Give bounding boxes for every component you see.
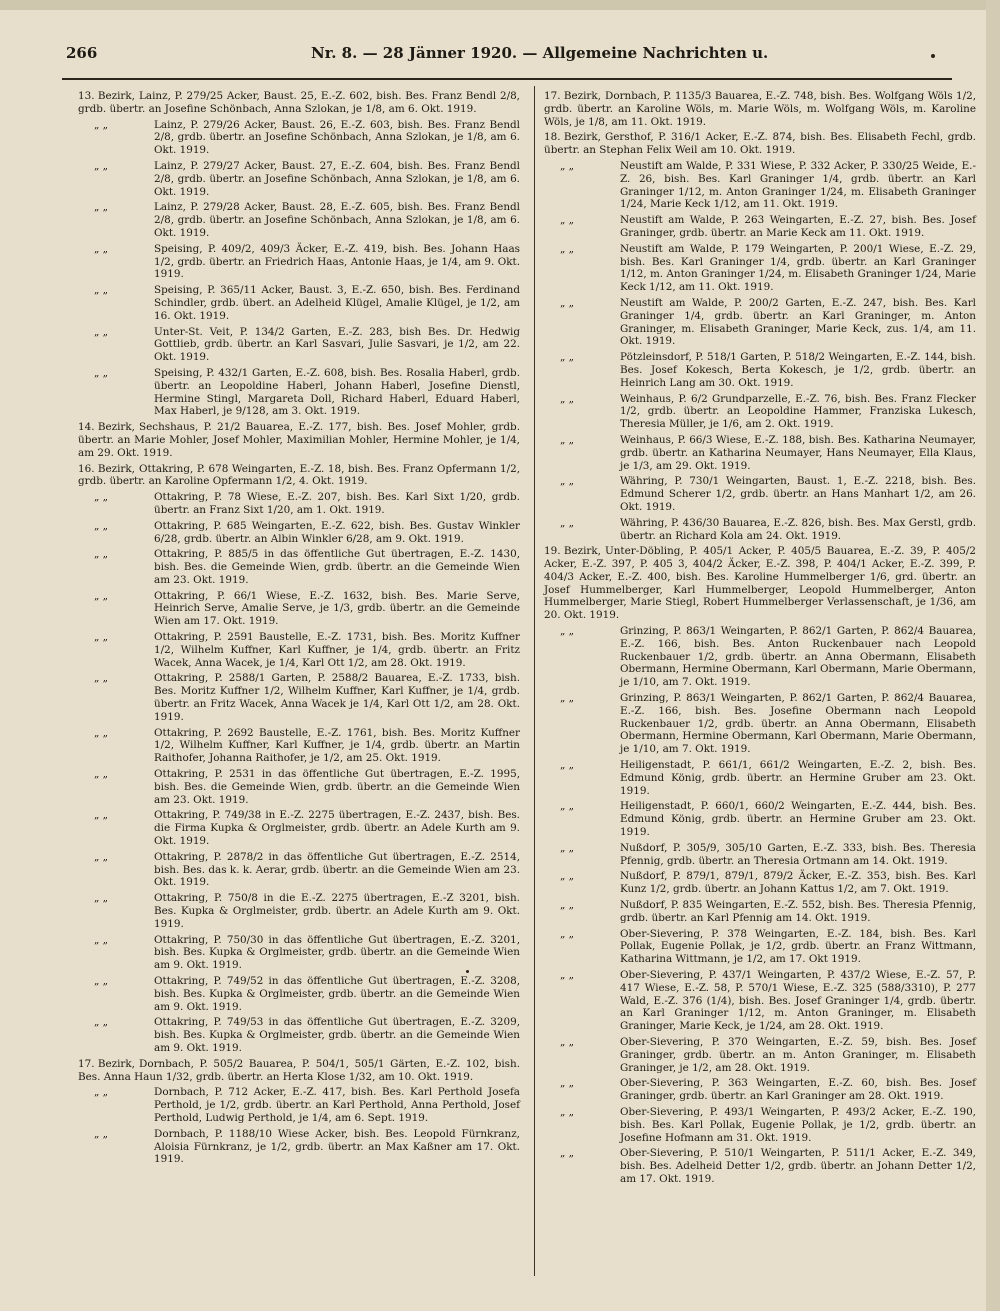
entry-text: Unter-Döbling, P. 405/1 Acker, P. 405/5 Bauarea, E.-Z. 39, P. 405/2 Acker, E.-Z. 397, P. 405 3, 404/2 Äcker, E.-Z. 398, P. 404/1 Acker, E.-Z. 399, P. 404/3 Acker, E.-Z. 400, bish. Bes. Karoline Hummelberger 1/6, grd. übertr. an Josef Hummelberger, Karl Hummelberger, Leopold Hummelberger, Anton Hummelberger, Marie Stiegl, Robert Hummelberger Verlassenschaft, je 1/36, am 20. Okt. 1919. bbox=[544, 545, 976, 622]
entry-district-label: „ „ bbox=[560, 159, 575, 172]
entry-text: Währing, P. 730/1 Weingarten, Baust. 1, E.-Z. 2218, bish. Bes. Edmund Scherer 1/2, grdb. übertr. an Hans Manhart 1/2, am 26. Okt. 1919. bbox=[620, 475, 976, 513]
district-entry bbox=[78, 463, 520, 489]
register-entry bbox=[544, 1147, 976, 1185]
entry-district-label: „ „ bbox=[560, 296, 575, 309]
entry-district-label: „ „ bbox=[560, 1077, 575, 1090]
header-title: Nr. 8. — 28 Jänner 1920. — Allgemeine Nachrichten u. bbox=[311, 44, 769, 62]
entry-district-label: „ „ bbox=[94, 118, 109, 131]
entry-text: Ottakring, P. 749/52 in das öffentliche Gut übertragen, E.-Z. 3208, bish. Bes. Kupka & Orglmeister, grdb. übertr. an die Gemeinde Wien am 9. Okt. 1919. bbox=[154, 975, 520, 1013]
entry-district-label: „ „ bbox=[94, 850, 109, 863]
entry-text: Ottakring, P. 750/30 in das öffentliche Gut übertragen, E.-Z. 3201, bish. Bes. Kupka & Orglmeister, grdb. übertr. an die Gemeinde Wien am 9. Okt. 1919. bbox=[154, 933, 520, 972]
register-entry bbox=[544, 928, 976, 966]
entry-district-label: „ „ bbox=[94, 631, 109, 644]
entry-text: Grinzing, P. 863/1 Weingarten, P. 862/1 Garten, P. 862/4 Bauarea, E.-Z. 166, bish. Bes. Anton Ruckenbauer nach Leopold Ruckenbauer 1/2, grdb. übertr. an Anna Obermann, Elisabeth Obermann, Hermine Obermann, Karl Obermann, Marie Obermann, je 1/10, am 7. Okt. 1919. bbox=[620, 625, 976, 689]
entry-text: Ottakring, P. 2878/2 in das öffentliche Gut übertragen, E.-Z. 2514, bish. Bes. das k. k. Aerar, grdb. übertr. an die Gemeinde Wien am 23. Okt. 1919. bbox=[154, 850, 520, 889]
entry-district-label: „ „ bbox=[560, 433, 575, 446]
register-entry bbox=[544, 297, 976, 348]
entry-text: Ottakring, P. 749/38 in E.-Z. 2275 übertragen, E.-Z. 2437, bish. Bes. die Firma Kupka & Orglmeister, grdb. übertr. an Adele Kurth am 9. Okt. 1919. bbox=[154, 809, 520, 848]
entry-district-label: „ „ bbox=[94, 519, 109, 532]
entry-district-label: 17. Bezirk, bbox=[78, 1057, 135, 1070]
entry-district-label: „ „ bbox=[94, 933, 109, 946]
district-entry bbox=[544, 90, 976, 128]
entry-text: Speising, P. 365/11 Acker, Baust. 3, E.-Z. 650, bish. Bes. Ferdinand Schindler, grdb. übert. an Adelheid Klügel, Amalie Klügel, je 1/2, am 16. Okt. 1919. bbox=[154, 284, 520, 322]
register-entry bbox=[544, 517, 976, 543]
entry-district-label: „ „ bbox=[560, 625, 575, 638]
register-entry bbox=[544, 842, 976, 868]
entry-text: Speising, P. 409/2, 409/3 Äcker, E.-Z. 419, bish. Bes. Johann Haas 1/2, grdb. übertr. an Friedrich Haas, Antonie Haas, je 1/4, am 9. Okt. 1919. bbox=[154, 242, 520, 281]
register-entry bbox=[544, 434, 976, 472]
entry-text: Pötzleinsdorf, P. 518/1 Garten, P. 518/2 Weingarten, E.-Z. 144, bish. Bes. Josef Kokesch, Berta Kokesch, je 1/2, grdb. übertr. an Heinrich Lang am 30. Okt. 1919. bbox=[620, 351, 976, 389]
entry-text: Nußdorf, P. 835 Weingarten, E.-Z. 552, bish. Bes. Theresia Pfennig, grdb. übertr. an Karl Pfennig am 14. Okt. 1919. bbox=[620, 899, 976, 924]
header-rule bbox=[62, 78, 952, 80]
register-entry bbox=[544, 475, 976, 513]
entry-district-label: „ „ bbox=[94, 242, 109, 255]
register-entry bbox=[78, 367, 520, 418]
print-speck bbox=[466, 970, 469, 973]
entry-text: Ober-Sievering, P. 370 Weingarten, E.-Z. 59, bish. Bes. Josef Graninger, grdb. übertr. an m. Anton Graninger, m. Elisabeth Graninger, je 1/2, am 28. Okt. 1919. bbox=[620, 1035, 976, 1074]
entry-text: Währing, P. 436/30 Bauarea, E.-Z. 826, bish. Bes. Max Gerstl, grdb. übertr. an Richard Kola am 24. Okt. 1919. bbox=[620, 516, 976, 542]
entry-district-label: „ „ bbox=[560, 1035, 575, 1048]
entry-district-label: 13. Bezirk, bbox=[78, 90, 135, 102]
entry-district-label: „ „ bbox=[560, 242, 575, 255]
entry-district-label: „ „ bbox=[94, 726, 109, 739]
entry-district-label: „ „ bbox=[560, 927, 575, 940]
scan-edge-top bbox=[0, 0, 1000, 10]
entry-text: Ottakring, P. 66/1 Wiese, E.-Z. 1632, bish. Bes. Marie Serve, Heinrich Serve, Amalie Serve, je 1/3, grdb. übertr. an die Gemeinde Wien am 17. Okt. 1919. bbox=[154, 589, 520, 628]
district-entry bbox=[544, 131, 976, 157]
entry-text: Gersthof, P. 316/1 Acker, E.-Z. 874, bish. Bes. Elisabeth Fechl, grdb. übertr. an Stephan Felix Weil am 10. Okt. 1919. bbox=[544, 131, 976, 157]
entry-district-label: „ „ bbox=[94, 491, 109, 504]
register-entry bbox=[544, 214, 976, 240]
register-entry bbox=[78, 851, 520, 889]
district-entry bbox=[78, 90, 520, 116]
register-entry bbox=[78, 1086, 520, 1124]
register-entry bbox=[78, 892, 520, 930]
entry-district-label: 17. Bezirk, bbox=[544, 90, 601, 102]
register-entry bbox=[78, 590, 520, 628]
register-entry bbox=[544, 899, 976, 925]
entry-text: Ober-Sievering, P. 510/1 Weingarten, P. 511/1 Acker, E.-Z. 349, bish. Bes. Adelheid Detter 1/2, grdb. übertr. an Johann Detter 1/2, am 17. Okt. 1919. bbox=[620, 1147, 976, 1185]
entry-district-label: „ „ bbox=[94, 975, 109, 987]
entry-district-label: „ „ bbox=[560, 214, 575, 227]
entry-district-label: „ „ bbox=[94, 1086, 109, 1099]
entry-text: Ottakring, P. 885/5 in das öffentliche Gut übertragen, E.-Z. 1430, bish. Bes. die Gemeinde Wien, grdb. übertr. an die Gemeinde Wien am 23. Okt. 1919. bbox=[154, 548, 520, 586]
entry-text: Neustift am Walde, P. 263 Weingarten, E.-Z. 27, bish. Bes. Josef Graninger, grdb. übertr. an Marie Keck am 11. Okt. 1919. bbox=[620, 214, 976, 239]
register-entry bbox=[544, 351, 976, 389]
entry-district-label: „ „ bbox=[94, 1016, 109, 1029]
entry-district-label: „ „ bbox=[560, 1105, 575, 1118]
register-entry bbox=[78, 631, 520, 669]
entry-text: Ottakring, P. 2692 Baustelle, E.-Z. 1761, bish. Bes. Moritz Kuffner 1/2, Wilhelm Kuffner, Karl Kuffner, je 1/4, grdb. übertr. an Martin Raithofer, Johanna Raithofer, je 1/2, am 25. Okt. 1919. bbox=[154, 726, 520, 765]
entry-district-label: „ „ bbox=[560, 759, 575, 772]
register-entry bbox=[78, 975, 520, 1013]
entry-text: Ottakring, P. 678 Weingarten, E.-Z. 18, bish. Bes. Franz Opfermann 1/2, grdb. übertr. an Karoline Opfermann 1/2, 4. Okt. 1919. bbox=[78, 462, 520, 488]
entry-district-label: „ „ bbox=[94, 892, 109, 905]
entry-text: Lainz, P. 279/28 Acker, Baust. 28, E.-Z. 605, bish. Bes. Franz Bendl 2/8, grdb. übertr. an Josefine Schönbach, Anna Szlokan, je 1/8, am 6. Okt. 1919. bbox=[154, 201, 520, 239]
entry-district-label: „ „ bbox=[94, 672, 109, 685]
entry-district-label: „ „ bbox=[94, 325, 109, 338]
register-entry bbox=[78, 768, 520, 806]
entry-text: Dornbach, P. 1188/10 Wiese Acker, bish. Bes. Leopold Fürnkranz, Aloisia Fürnkranz, je 1/2, grdb. übertr. an Max Kaßner am 17. Okt. 1919. bbox=[154, 1127, 520, 1166]
entry-district-label: „ „ bbox=[560, 351, 575, 364]
register-entry bbox=[78, 284, 520, 322]
entry-district-label: „ „ bbox=[94, 589, 109, 602]
entry-text: Ottakring, P. 2531 in das öffentliche Gut übertragen, E.-Z. 1995, bish. Bes. die Gemeinde Wien, grdb. übertr. an die Gemeinde Wien am 23. Okt. 1919. bbox=[154, 768, 520, 806]
entry-text: Ottakring, P. 749/53 in das öffentliche Gut übertragen, E.-Z. 3209, bish. Bes. Kupka & Orglmeister, grdb. übertr. an die Gemeinde Wien am 9. Okt. 1919. bbox=[154, 1016, 520, 1054]
entry-district-label: „ „ bbox=[560, 1147, 575, 1160]
entry-text: Heiligenstadt, P. 661/1, 661/2 Weingarten, E.-Z. 2, bish. Bes. Edmund König, grdb. übertr. an Hermine Gruber am 23. Okt. 1919. bbox=[620, 759, 976, 797]
entry-text: Ottakring, P. 750/8 in die E.-Z. 2275 übertragen, E.-Z 3201, bish. Bes. Kupka & Orglmeister, grdb. übertr. an Adele Kurth am 9. Okt. 1919. bbox=[154, 892, 520, 930]
entry-district-label: „ „ bbox=[560, 800, 575, 813]
register-entry bbox=[78, 1016, 520, 1054]
register-entry bbox=[78, 548, 520, 586]
entry-district-label: „ „ bbox=[560, 475, 575, 488]
district-entry bbox=[544, 545, 976, 622]
entry-text: Unter-St. Veit, P. 134/2 Garten, E.-Z. 283, bish Bes. Dr. Hedwig Gottlieb, grdb. übertr. an Karl Sasvari, Julie Sasvari, je 1/2, am 22. Okt. 1919. bbox=[154, 325, 520, 364]
register-entry bbox=[544, 969, 976, 1033]
entry-text: Ober-Sievering, P. 437/1 Weingarten, P. 437/2 Wiese, E.-Z. 57, P. 417 Wiese, E.-Z. 58, P. 570/1 Wiese, E.-Z. 325 (588/3310), P. 277 Wald, E.-Z. 376 (1/4), bish. Bes. Josef Graninger 1/4, grdb. übertr. an Karl Graninger 1/12, m. Anton Graninger, m. Elisabeth Graninger, Marie Keck, je 1/24, am 28. Okt. 1919. bbox=[620, 969, 976, 1033]
entry-text: Ottakring, P. 2591 Baustelle, E.-Z. 1731, bish. Bes. Moritz Kuffner 1/2, Wilhelm Kuffner, Karl Kuffner, je 1/4, grdb. übertr. an Fritz Wacek, Anna Wacek, je 1/4, Karl Ott 1/2, am 28. Okt. 1919. bbox=[154, 631, 520, 669]
entry-district-label: „ „ bbox=[560, 969, 575, 981]
entry-district-label: 18. Bezirk, bbox=[544, 131, 601, 144]
entry-text: Ober-Sievering, P. 378 Weingarten, E.-Z. 184, bish. Bes. Karl Pollak, Eugenie Pollak, je 1/2, grdb. übertr. an Franz Wittmann, Katharina Wittmann, je 1/2, am 17. Okt 1919. bbox=[620, 927, 976, 966]
scan-edge-right bbox=[986, 0, 1000, 1311]
district-entry bbox=[78, 1058, 520, 1084]
entry-district-label: 16. Bezirk, bbox=[78, 462, 135, 475]
entry-district-label: „ „ bbox=[94, 768, 109, 781]
entry-district-label: 14. Bezirk, bbox=[78, 421, 135, 434]
register-entry bbox=[544, 160, 976, 211]
entry-text: Nußdorf, P. 879/1, 879/1, 879/2 Äcker, E.-Z. 353, bish. Bes. Karl Kunz 1/2, grdb. übertr. an Johann Kattus 1/2, am 7. Okt. 1919. bbox=[620, 870, 976, 896]
entry-text: Dornbach, P. 1135/3 Bauarea, E.-Z. 748, bish. Bes. Wolfgang Wöls 1/2, grdb. übertr. an Karoline Wöls, m. Marie Wöls, m. Wolfgang Wöls, m. Karoline Wöls, je 1/8, am 11. Okt. 1919. bbox=[544, 90, 976, 128]
register-entry bbox=[544, 759, 976, 797]
register-entry bbox=[544, 1036, 976, 1074]
register-entry bbox=[78, 727, 520, 765]
entry-text: Ottakring, P. 685 Weingarten, E.-Z. 622, bish. Bes. Gustav Winkler 6/28, grdb. übertr. an Albin Winkler 6/28, am 9. Okt. 1919. bbox=[154, 519, 520, 545]
entry-text: Ober-Sievering, P. 493/1 Weingarten, P. 493/2 Acker, E.-Z. 190, bish. Bes. Karl Pollak, Eugenie Pollak, je 1/2, grdb. übertr. an Josefine Hofmann am 31. Okt. 1919. bbox=[620, 1105, 976, 1144]
entry-district-label: „ „ bbox=[94, 201, 109, 214]
entry-text: Neustift am Walde, P. 331 Wiese, P. 332 Acker, P. 330/25 Weide, E.-Z. 26, bish. Bes. Karl Graninger 1/4, grdb. übertr. an Karl Graninger 1/12, m. Anton Graninger 1/24, m. Elisabeth Graninger 1/24, Marie Keck 1/12, am 11. Okt. 1919. bbox=[620, 159, 976, 211]
entry-text: Lainz, P. 279/26 Acker, Baust. 26, E.-Z. 603, bish. Bes. Franz Bendl 2/8, grdb. übertr. an Josefine Schönbach, Anna Szlokan, je 1/8, am 6. Okt. 1919. bbox=[154, 118, 520, 157]
entry-district-label: „ „ bbox=[560, 899, 575, 912]
entry-text: Grinzing, P. 863/1 Weingarten, P. 862/1 Garten, P. 862/4 Bauarea, E.-Z. 166, bish. Bes. Josefine Obermann nach Leopold Ruckenbauer 1/2, grdb. übertr. an Anna Obermann, Elisabeth Obermann, Hermine Obermann, Karl Obermann, Marie Obermann, je 1/10, am 7. Okt. 1919. bbox=[620, 692, 976, 756]
entry-text: Sechshaus, P. 21/2 Bauarea, E.-Z. 177, bish. Bes. Josef Mohler, grdb. übertr. an Marie Mohler, Josef Mohler, Maximilian Mohler, Hermine Mohler, je 1/4, am 29. Okt. 1919. bbox=[78, 421, 520, 459]
register-entry bbox=[544, 1077, 976, 1103]
register-entry bbox=[544, 800, 976, 838]
entry-text: Dornbach, P. 505/2 Bauarea, P. 504/1, 505/1 Gärten, E.-Z. 102, bish. Bes. Anna Haun 1/32, grdb. übertr. an Herta Klose 1/32, am 10. Okt. 1919. bbox=[78, 1057, 520, 1083]
entry-district-label: „ „ bbox=[94, 159, 109, 172]
entry-text: Ottakring, P. 2588/1 Garten, P. 2588/2 Bauarea, E.-Z. 1733, bish. Bes. Moritz Kuffner 1/2, Wilhelm Kuffner, Karl Kuffner, je 1/4, grdb. übertr. an Fritz Wacek, Anna Wacek je 1/4, Karl Ott 1/2, am 28. Okt. 1919. bbox=[154, 672, 520, 723]
district-entry bbox=[78, 421, 520, 459]
entry-text: Lainz, P. 279/27 Acker, Baust. 27, E.-Z. 604, bish. Bes. Franz Bendl 2/8, grdb. übertr. an Josefine Schönbach, Anna Szlokan, je 1/8, am 6. Okt. 1919. bbox=[154, 159, 520, 198]
entry-text: Neustift am Walde, P. 200/2 Garten, E.-Z. 247, bish. Bes. Karl Graninger 1/4, grdb. übertr. an Karl Graninger, m. Anton Graninger, m. Elisabeth Graninger, Marie Keck, zus. 1/4, am 11. Okt. 1919. bbox=[620, 296, 976, 348]
register-entry bbox=[78, 326, 520, 364]
entry-district-label: „ „ bbox=[560, 870, 575, 883]
entry-district-label: „ „ bbox=[560, 392, 575, 405]
left-column bbox=[78, 90, 520, 1169]
register-entry bbox=[78, 520, 520, 546]
entry-text: Weinhaus, P. 6/2 Grundparzelle, E.-Z. 76, bish. Bes. Franz Flecker 1/2, grdb. übertr. an Leopoldine Hammer, Franziska Lukesch, Theresia Müller, je 1/6, am 2. Okt. 1919. bbox=[620, 392, 976, 431]
register-entry bbox=[544, 692, 976, 756]
entry-district-label: „ „ bbox=[560, 516, 575, 529]
entry-text: Nußdorf, P. 305/9, 305/10 Garten, E.-Z. 333, bish. Bes. Theresia Pfennig, grdb. übertr. an Theresia Ortmann am 14. Okt. 1919. bbox=[620, 841, 976, 867]
register-entry bbox=[78, 809, 520, 847]
register-entry bbox=[78, 160, 520, 198]
entry-text: Speising, P. 432/1 Garten, E.-Z. 608, bish. Bes. Rosalia Haberl, grdb. übertr. an Leopoldine Haberl, Johann Haberl, Josefine Dienstl, Hermine Stingl, Margareta Doll, Richard Haberl, Eduard Haberl, Max Haberl, je 9/128, am 3. Okt. 1919. bbox=[154, 366, 520, 418]
register-entry bbox=[544, 393, 976, 431]
column-divider bbox=[534, 86, 535, 1276]
register-entry bbox=[78, 119, 520, 157]
entry-text: Dornbach, P. 712 Acker, E.-Z. 417, bish. Bes. Karl Perthold Josefa Perthold, je 1/2, grdb. übertr. an Karl Perthold, Anna Perthold, Josef Perthold, Ludwig Perthold, je 1/4, am 6. Sept. 1919. bbox=[154, 1086, 520, 1124]
entry-text: Lainz, P. 279/25 Acker, Baust. 25, E.-Z. 602, bish. Bes. Franz Bendl 2/8, grdb. übertr. an Josefine Schönbach, Anna Szlokan, je 1/8, am 6. Okt. 1919. bbox=[78, 90, 520, 115]
entry-district-label: 19. Bezirk, bbox=[544, 545, 601, 558]
entry-district-label: „ „ bbox=[94, 809, 109, 822]
register-entry bbox=[78, 243, 520, 281]
register-entry bbox=[544, 870, 976, 896]
entry-district-label: „ „ bbox=[94, 1127, 109, 1140]
register-entry bbox=[78, 672, 520, 723]
register-entry bbox=[78, 201, 520, 239]
entry-text: Weinhaus, P. 66/3 Wiese, E.-Z. 188, bish. Bes. Katharina Neumayer, grdb. übertr. an Katharina Neumayer, Hans Neumayer, Ella Klaus, je 1/3, am 29. Okt. 1919. bbox=[620, 433, 976, 472]
entry-text: Neustift am Walde, P. 179 Weingarten, P. 200/1 Wiese, E.-Z. 29, bish. Bes. Karl Graninger 1/4, grdb. übertr. an Karl Graninger 1/12, m. Anton Graninger 1/24, m. Elisabeth Graninger 1/24, Marie Keck 1/12, am 11. Okt. 1919. bbox=[620, 242, 976, 294]
register-entry bbox=[544, 243, 976, 294]
register-entry bbox=[78, 491, 520, 517]
right-column bbox=[544, 90, 976, 1189]
entry-district-label: „ „ bbox=[94, 548, 109, 561]
entry-text: Ober-Sievering, P. 363 Weingarten, E.-Z. 60, bish. Bes. Josef Graninger, grdb. übertr. an Karl Graninger am 28. Okt. 1919. bbox=[620, 1077, 976, 1103]
register-entry bbox=[544, 1106, 976, 1144]
print-speck bbox=[931, 54, 935, 58]
entry-district-label: „ „ bbox=[94, 366, 109, 379]
register-entry bbox=[78, 1128, 520, 1166]
entry-district-label: „ „ bbox=[560, 841, 575, 854]
entry-text: Heiligenstadt, P. 660/1, 660/2 Weingarten, E.-Z. 444, bish. Bes. Edmund König, grdb. übertr. an Hermine Gruber am 23. Okt. 1919. bbox=[620, 800, 976, 839]
register-entry bbox=[544, 625, 976, 689]
entry-text: Ottakring, P. 78 Wiese, E.-Z. 207, bish. Bes. Karl Sixt 1/20, grdb. übertr. an Franz Sixt 1/20, am 1. Okt. 1919. bbox=[154, 491, 520, 516]
register-entry bbox=[78, 934, 520, 972]
page-header bbox=[66, 44, 956, 70]
page-number: 266 bbox=[66, 44, 98, 62]
entry-district-label: „ „ bbox=[560, 692, 575, 705]
entry-district-label: „ „ bbox=[94, 284, 109, 297]
